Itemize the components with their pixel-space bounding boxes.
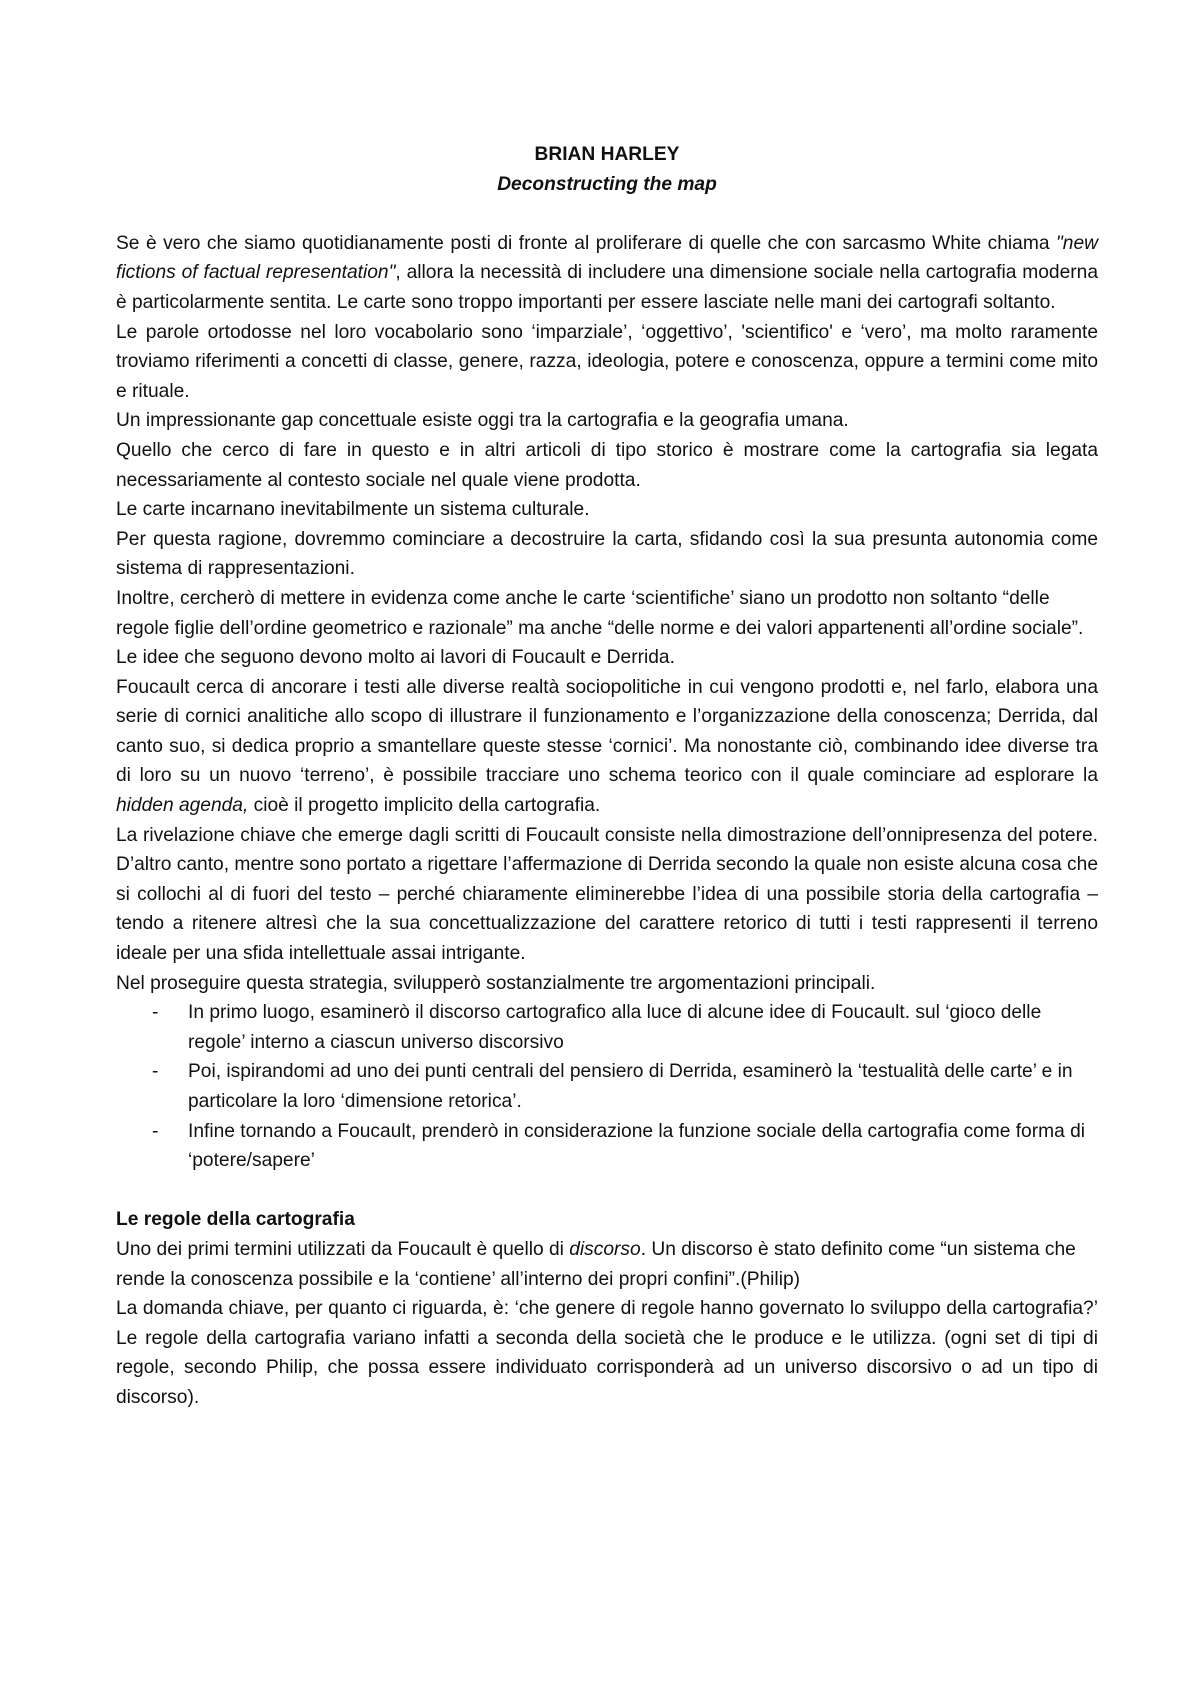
spacer <box>116 199 1098 229</box>
spacer <box>116 1176 1098 1206</box>
paragraph-intro-quote: "new fictions of factual representation" <box>116 232 1098 284</box>
list-item-text: Poi, ispirandomi ad uno dei punti centrali del pensiero di Derrida, esaminerò la ‘testualità delle carte’ e in particolare la loro ‘dimensione retorica’. <box>188 1061 1073 1112</box>
paragraph-foucault-text-b: cioè il progetto implicito della cartografia. <box>248 795 601 817</box>
list-bullet: - <box>152 1120 159 1142</box>
paragraph-key-question: La domanda chiave, per quanto ci riguarda, è: ‘che genere di regole hanno governato lo sviluppo della cartografia?’ Le regole della cartografia variano infatti a seconda della società che le produce e le utilizza. (ogni set di tipi di regole, secondo Philip, che possa essere individuato corrisponderà ad un universo discorsivo o ad un tipo di discorso). <box>116 1298 1098 1408</box>
list-item <box>116 1057 1098 1116</box>
paragraph-discourse-text-a: Uno dei primi termini utilizzati da Foucault è quello di <box>116 1238 570 1260</box>
paragraph-gap: Un impressionante gap concettuale esiste oggi tra la cartografia e la geografia umana. <box>116 410 849 432</box>
paragraph-purpose: Quello che cerco di fare in questo e in altri articoli di tipo storico è mostrare come la cartografia sia legata necessariamente al contesto sociale nel quale viene prodotta. <box>116 439 1098 491</box>
paragraph-scientific-maps: Inoltre, cercherò di mettere in evidenza come anche le carte ‘scientifiche’ siano un prodotto non soltanto “delle regole figlie dell’ordine geometrico e razionale” ma anche “delle norme e dei valori appartenenti all’ordine sociale”. <box>116 587 1084 639</box>
list-item <box>116 1117 1098 1176</box>
document-page <box>116 140 1098 1413</box>
paragraph-foucault-derrida <box>116 673 1098 821</box>
paragraph-deconstruct: Per questa ragione, dovremmo cominciare a decostruire la carta, sfidando così la sua presunta autonomia come sistema di rappresentazioni. <box>116 528 1098 580</box>
paragraph-intro-text-a: Se è vero che siamo quotidianamente posti di fronte al proliferare di quelle che con sarcasmo White chiama <box>116 232 1056 254</box>
document-title: BRIAN HARLEY <box>534 144 680 165</box>
paragraph-discourse-term: discorso <box>569 1238 641 1260</box>
argument-list <box>116 998 1098 1176</box>
list-bullet: - <box>152 1061 159 1083</box>
section-heading: Le regole della cartografia <box>116 1209 355 1231</box>
list-item-text: In primo luogo, esaminerò il discorso cartografico alla luce di alcune idee di Foucault. sul ‘gioco delle regole’ interno a ciascun universo discorsivo <box>188 1002 1042 1053</box>
paragraph-strategy: Nel proseguire questa strategia, svilupperò sostanzialmente tre argomentazioni principali. <box>116 972 876 994</box>
paragraph-influences: Le idee che seguono devono molto ai lavori di Foucault e Derrida. <box>116 647 675 669</box>
paragraph-foucault-hidden-agenda: hidden agenda, <box>116 795 249 817</box>
paragraph-power: La rivelazione chiave che emerge dagli scritti di Foucault consiste nella dimostrazione dell’onnipresenza del potere. D’altro canto, mentre sono portato a rigettare l’affermazione di Derrida secondo la quale non esiste alcuna cosa che si collochi al di fuori del testo – perché chiaramente eliminerebbe l’idea di una possibile storia della cartografia – tendo a ritenere altresì che la sua concettualizzazione del carattere retorico di tutti i testi rappresenti il terreno ideale per una sfida intellettuale assai intrigante. <box>116 824 1098 965</box>
paragraph-vocabulary: Le parole ortodosse nel loro vocabolario sono ‘imparziale’, ‘oggettivo’, 'scientifico' e ‘vero’, ma molto raramente troviamo riferimenti a concetti di classe, genere, razza, ideologia, potere e conoscenza, oppure a termini come mito e rituale. <box>116 321 1098 402</box>
list-item-text: Infine tornando a Foucault, prenderò in considerazione la funzione sociale della cartografia come forma di ‘potere/sapere’ <box>188 1120 1086 1172</box>
document-subtitle: Deconstructing the map <box>497 173 717 195</box>
paragraph-foucault-text-a: Foucault cerca di ancorare i testi alle diverse realtà sociopolitiche in cui vengono prodotti e, nel farlo, elabora una serie di cornici analitiche allo scopo di illustrare il funzionamento e l’organizzazione della conoscenza; Derrida, dal canto suo, si dedica proprio a smantellare queste stesse ‘cornici’. Ma nonostante ciò, combinando idee diverse tra di loro su un nuovo ‘terreno’, è possibile tracciare uno schema teorico con il quale cominciare ad esplorare la <box>116 676 1098 787</box>
paragraph-discourse <box>116 1235 1098 1294</box>
list-bullet: - <box>152 1002 159 1024</box>
list-item <box>116 998 1098 1057</box>
paragraph-discourse-text-b: . Un discorso è stato definito come “un sistema che rende la conoscenza possibile e la ‘contiene’ all’interno dei propri confini”.(Philip) <box>116 1238 1076 1290</box>
paragraph-intro <box>116 229 1098 318</box>
paragraph-intro-text-b: , allora la necessità di includere una dimensione sociale nella cartografia moderna è particolarmente sentita. Le carte sono troppo importanti per essere lasciate nelle mani dei cartografi soltanto. <box>116 262 1098 313</box>
paragraph-culture: Le carte incarnano inevitabilmente un sistema culturale. <box>116 499 590 521</box>
